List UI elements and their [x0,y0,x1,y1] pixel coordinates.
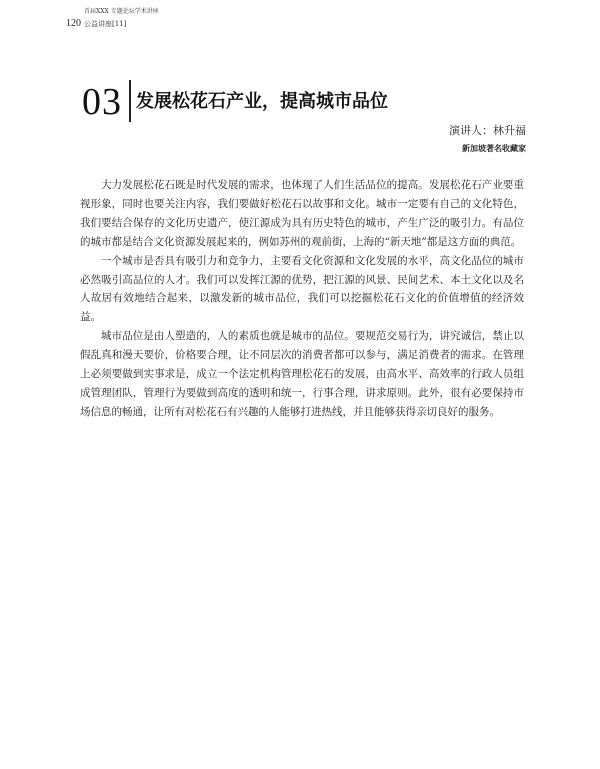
page-number: 120 [66,18,81,29]
article-body [80,176,524,422]
speaker-affiliation: 新加坡著名收藏家 [462,143,526,153]
body-paragraph-3: 城市品位是由人塑造的，人的素质也就是城市的品位。要规范交易行为，讲究诚信，禁止以假乱真和漫天要价，价格要合理，让不同层次的消费者都可以参与，满足消费者的需求。在管理上必须要做到实事求是，成立一个法定机构管理松花石的发展，由高水平、高效率的行政人员组成管理团队，管理行为要做到高度的透明和统一，行事合理，讲求原则。此外，很有必要保持市场信息的畅通，让所有对松花石有兴趣的人能够打进热线，并且能够获得亲切良好的服务。 [80,330,524,418]
header-series-title: 首届XXX 专题论坛学术讲座 [84,8,159,15]
speaker-name: 演讲人：林升福 [449,124,526,137]
chapter-title: 发展松花石产业，提高城市品位 [136,91,388,112]
body-paragraph-2: 一个城市是否具有吸引力和竞争力，主要看文化资源和文化发展的水平，高文化品位的城市必然吸引高品位的人才。我们可以发挥江源的优势，把江源的风景、民间艺术、本土文化以及名人故居有效地结合起来，以激发新的城市品位，我们可以挖掘松花石文化的价值增值的经济效益。 [80,254,524,324]
chapter-number: 03 [82,81,122,123]
header-book-title: 公益讲座[11] [84,20,127,28]
chapter-divider [129,80,131,122]
body-paragraph-1: 大力发展松花石既是时代发展的需求，也体现了人们生活品位的提高。发展松花石产业要重视形象，同时也要关注内容，我们要做好松花石以故事和文化。城市一定要有自己的文化特色，我们要结合保存的文化历史遗产，使江源成为具有历史特色的城市，产生广泛的吸引力。有品位的城市都是结合文化资源发展起来的，例如苏州的观前街，上海的“新天地”都是这方面的典范。 [80,179,524,248]
